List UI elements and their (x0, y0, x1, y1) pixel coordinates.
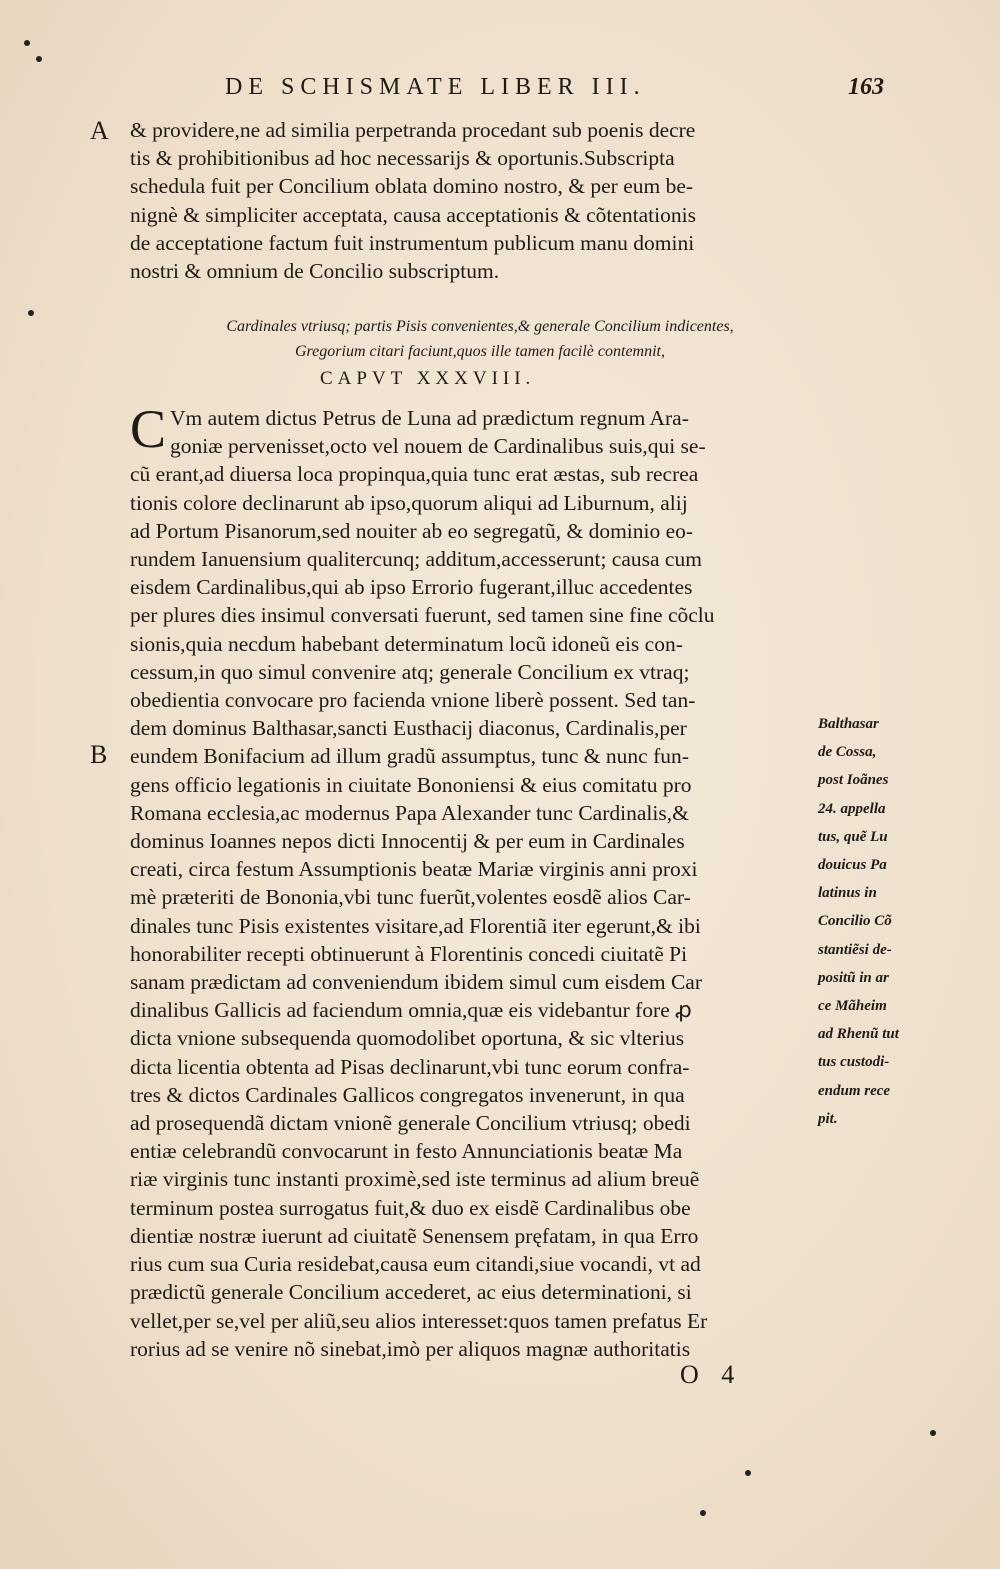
text-line: entiæ celebrandũ convocarunt in festo Annunciationis beatæ Ma (130, 1139, 683, 1164)
text-line: per plures dies insimul conversati fuerunt, sed tamen sine fine cõclu (130, 603, 715, 628)
text-line: vellet,per se,vel per aliũ,seu alios interesset:quos tamen prefatus Er (130, 1308, 708, 1333)
text-line: eundem Bonifacium ad illum gradũ assumptus, tunc & nunc fun- (130, 744, 689, 769)
ink-spot (24, 40, 30, 46)
text-line: gens officio legationis in ciuitate Bononiensi & eius comitatu pro (130, 772, 692, 797)
text-line: eisdem Cardinalibus,qui ab ipso Errorio fugerant,illuc accedentes (130, 575, 693, 600)
note-line: latinus in (818, 885, 877, 902)
text-line: honorabiliter recepti obtinuerunt à Florentinis concedi ciuitatẽ Pi (130, 941, 688, 966)
note-line: Concilio Cõ (818, 913, 892, 930)
text-line: mè præteriti de Bononia,vbi tunc fuerũt,volentes eosdẽ alios Car- (130, 885, 691, 910)
text-line: dinalibus Gallicis ad faciendum omnia,quæ eis videbantur fore ꝓ (130, 998, 692, 1023)
text-line: & providere,ne ad similia perpetranda procedant sub poenis decre (130, 118, 696, 142)
text-line: ad prosequendã dictam vnionẽ generale Concilium vtriusq; obedi (130, 1111, 691, 1136)
text-line: rius cum sua Curia residebat,causa eum citandi,siue vocandi, vt ad (130, 1252, 701, 1277)
text-line: dinales tunc Pisis existentes visitare,ad Florentiã iter egerunt,& ibi (130, 913, 701, 938)
text-line: rorius ad se venire nõ sinebat,imò per aliquos magnæ authoritatis (130, 1336, 691, 1361)
text-line: rundem Ianuensium qualitercunq; additum,accesserunt; causa cum (130, 547, 702, 572)
signature-mark: O 4 (680, 1360, 743, 1389)
text-line: Romana ecclesia,ac modernus Papa Alexander tunc Cardinalis,& (130, 800, 689, 825)
text-line: nignè & simpliciter acceptata, causa acceptationis & cõtentationis (130, 202, 696, 227)
margin-note (818, 710, 899, 1133)
note-line: stantiẽsi de- (818, 941, 892, 958)
text-line: creati, circa festum Assumptionis beatæ Mariæ virginis anni proxi (130, 857, 698, 882)
margin-letter-b: B (90, 740, 108, 769)
text-line: Vm autem dictus Petrus de Luna ad prædictum regnum Ara- (170, 406, 689, 430)
note-line: Balthasar (818, 716, 879, 732)
text-line: dem dominus Balthasar,sancti Eusthacij diaconus, Cardinalis,per (130, 716, 687, 741)
text-line: tres & dictos Cardinales Gallicos congregatos invenerunt, in qua (130, 1082, 685, 1107)
text-line: tionis colore declinarunt ab ipso,quorum aliqui ad Liburnum, alij (130, 490, 688, 515)
summary-line: Gregorium citari faciunt,quos ille tamen facilè contemnit, (294, 343, 665, 360)
ink-spot (28, 310, 34, 316)
note-line: 24. appella (818, 800, 886, 817)
note-line: tus, quẽ Lu (818, 828, 888, 845)
text-line: dientiæ nostræ iuerunt ad ciuitatẽ Senensem pręfatam, in qua Erro (130, 1223, 699, 1248)
text-line: tis & prohibitionibus ad hoc necessarijs & oportunis.Subscripta (130, 146, 675, 171)
text-line: sanam prædictam ad conveniendum ibidem simul cum eisdem Car (130, 970, 703, 995)
paragraph-2 (130, 399, 810, 1363)
ink-spot (36, 56, 42, 62)
text-line: cessum,in quo simul convenire atq; generale Concilium ex vtraq; (130, 659, 690, 684)
text-line: dicta vnione subsequenda quomodolibet oportuna, & sic vlterius (130, 1026, 685, 1051)
text-line: de acceptatione factum fuit instrumentum publicum manu domini (130, 230, 695, 255)
chapter-title: CAPVT XXXVIII. (320, 368, 536, 389)
ink-spot (930, 1430, 936, 1436)
note-line: de Cossa, (818, 744, 877, 761)
note-line: ad Rhenũ tut (818, 1026, 899, 1043)
note-line: positũ in ar (818, 969, 889, 986)
text-line: nostri & omnium de Concilio subscriptum. (130, 259, 500, 284)
note-line: pit. (818, 1110, 838, 1127)
paragraph-1 (130, 116, 810, 285)
note-line: endum rece (818, 1082, 891, 1099)
running-head: DE SCHISMATE LIBER III. (225, 74, 646, 100)
text-line: obedientia convocare pro facienda vnione liberè possent. Sed tan- (130, 688, 696, 713)
text-line: terminum postea surrogatus fuit,& duo ex eisdẽ Cardinalibus obe (130, 1195, 691, 1220)
ink-spot (700, 1510, 706, 1516)
drop-cap: C (130, 399, 167, 459)
text-line: dicta licentia obtenta ad Pisas declinarunt,vbi tunc eorum confra- (130, 1054, 690, 1079)
text-line: goniæ pervenisset,octo vel nouem de Cardinalibus suis,qui se- (170, 434, 706, 459)
note-line: tus custodi- (818, 1054, 890, 1071)
text-line: cũ erant,ad diuersa loca propinqua,quia tunc erat æstas, sub recrea (130, 462, 699, 487)
text-line: riæ virginis tunc instanti proximè,sed iste terminus ad alium breuẽ (130, 1167, 700, 1192)
page-number: 163 (848, 74, 884, 100)
text-line: ad Portum Pisanorum,sed nouiter ab eo segregatũ, & dominio eo- (130, 518, 694, 543)
chapter-summary (140, 314, 820, 364)
text-line: dominus Ioannes nepos dicti Innocentij & per eum in Cardinales (130, 829, 685, 854)
note-line: ce Mãheim (818, 998, 887, 1015)
text-line: schedula fuit per Concilium oblata domino nostro, & per eum be- (130, 174, 694, 199)
text-line: prædictũ generale Concilium accederet, ac eius determinationi, si (130, 1280, 692, 1305)
summary-line: Cardinales vtriusq; partis Pisis convenientes,& generale Concilium indicentes, (226, 318, 734, 335)
ink-spot (745, 1470, 751, 1476)
text-line: sionis,quia necdum habebant determinatum locũ idoneũ eis con- (130, 631, 683, 656)
note-line: post Ioãnes (818, 772, 889, 789)
note-line: douicus Pa (818, 857, 887, 874)
margin-letter-a: A (90, 116, 109, 145)
